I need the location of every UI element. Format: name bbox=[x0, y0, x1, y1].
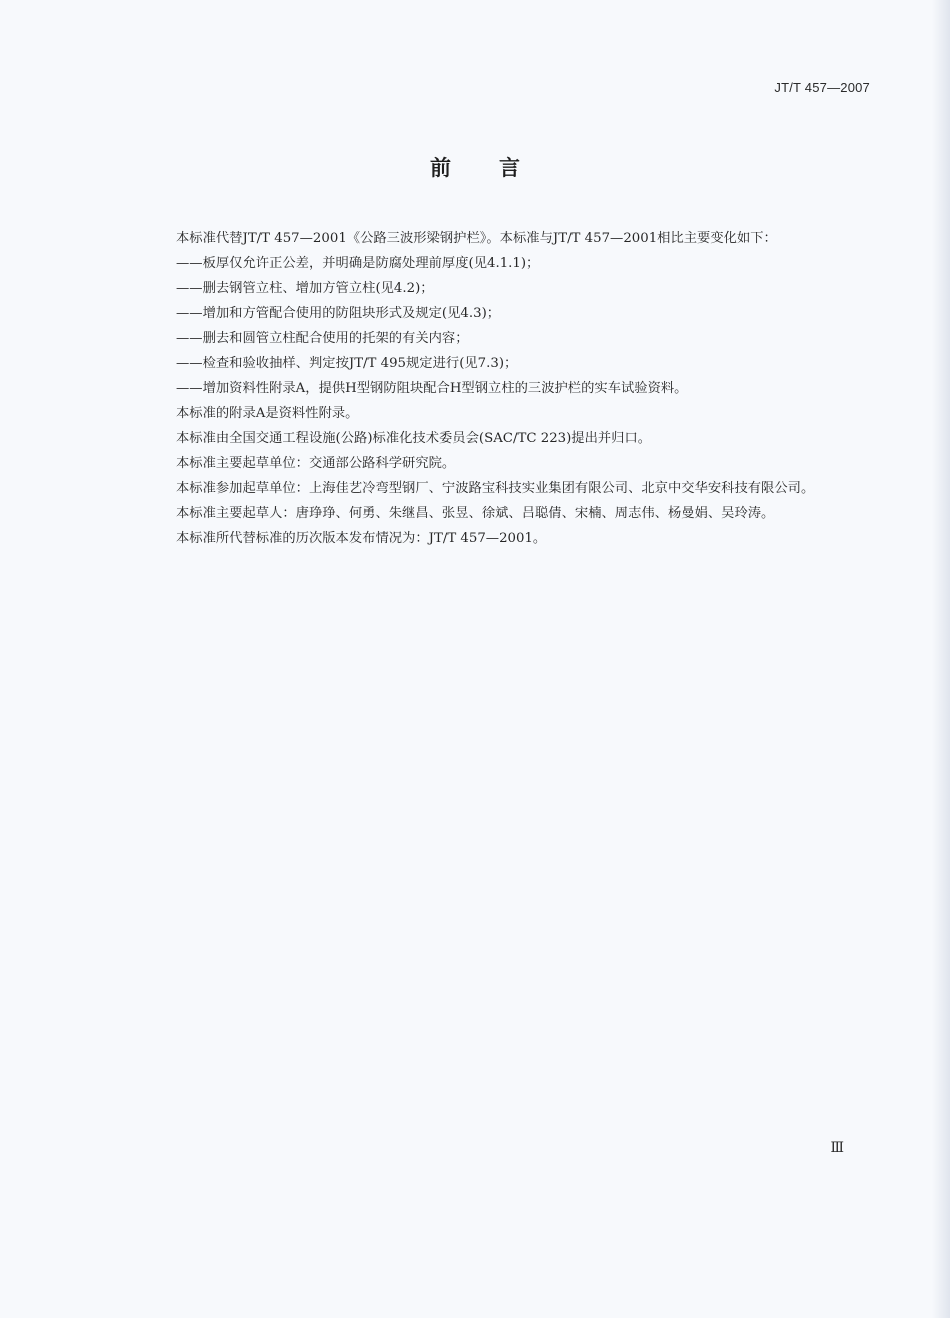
intro-paragraph: 本标准代替JT/T 457—2001《公路三波形梁钢护栏》。本标准与JT/T 457—2001相比主要变化如下： bbox=[176, 231, 777, 246]
standard-code: JT/T 457—2007 bbox=[774, 80, 870, 95]
appendix-note: 本标准的附录A是资料性附录。 bbox=[176, 406, 359, 421]
change-item: ——板厚仅允许正公差，并明确是防腐处理前厚度(见4.1.1)； bbox=[176, 256, 540, 271]
change-item: ——删去钢管立柱、增加方管立柱(见4.2)； bbox=[176, 281, 434, 296]
change-item: ——检查和验收抽样、判定按JT/T 495规定进行(见7.3)； bbox=[176, 356, 518, 371]
main-drafting-unit-paragraph: 本标准主要起草单位：交通部公路科学研究院。 bbox=[176, 456, 456, 471]
change-item: ——增加资料性附录A，提供H型钢防阻块配合H型钢立柱的三波护栏的实车试验资料。 bbox=[176, 381, 688, 396]
document-body bbox=[150, 226, 870, 551]
page-title: 前言 bbox=[430, 156, 568, 180]
page-number: Ⅲ bbox=[830, 1140, 844, 1156]
change-item: ——增加和方管配合使用的防阻块形式及规定(见4.3)； bbox=[176, 306, 501, 321]
participating-units-paragraph: 本标准参加起草单位：上海佳艺冷弯型钢厂、宁波路宝科技实业集团有限公司、北京中交华安科技有限公司。 bbox=[176, 481, 815, 496]
history-paragraph: 本标准所代替标准的历次版本发布情况为：JT/T 457—2001。 bbox=[176, 531, 547, 546]
drafters-paragraph: 本标准主要起草人：唐琤琤、何勇、朱继昌、张昱、徐斌、吕聪倩、宋楠、周志伟、杨曼娟、吴玲涛。 bbox=[176, 506, 775, 521]
proposed-by-paragraph: 本标准由全国交通工程设施(公路)标准化技术委员会(SAC/TC 223)提出并归口。 bbox=[176, 431, 652, 446]
change-item: ——删去和圆管立柱配合使用的托架的有关内容； bbox=[176, 331, 469, 346]
